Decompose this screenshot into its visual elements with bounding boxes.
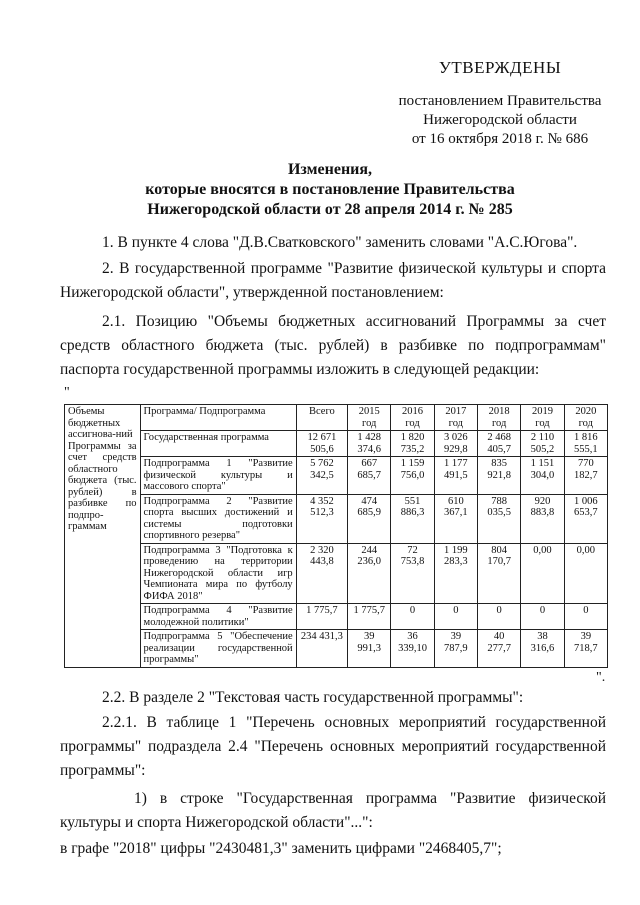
lead-cell: Объемы бюджетных ассигнова-ний Программы за счет средств областного бюджета (тыс. рублей) в разбивке по подпро-граммам [65, 405, 141, 668]
table-header-row [65, 405, 608, 431]
value-cell: 1 199 283,3 [434, 543, 477, 604]
header-cell: Программа/ Подпрограмма [140, 405, 296, 431]
value-cell: 1 006 653,7 [564, 494, 607, 543]
program-cell: Подпрограмма 4 "Развитие молодежной политики" [140, 604, 296, 630]
header-cell: 2018 год [478, 405, 521, 431]
header-cell: 2017 год [434, 405, 477, 431]
program-cell: Подпрограмма 3 "Подготовка к проведению на территории Нижегородской области игр Чемпионата мира по футболу ФИФА 2018" [140, 543, 296, 604]
value-cell: 1 151 304,0 [521, 457, 564, 495]
value-cell: 0,00 [564, 543, 607, 604]
budget-table [64, 404, 608, 668]
value-cell: 0 [521, 604, 564, 630]
value-cell: 39 718,7 [564, 630, 607, 668]
table-row [65, 431, 608, 457]
table-row [65, 494, 608, 543]
approval-stamp [390, 58, 610, 149]
header-cell: 2019 год [521, 405, 564, 431]
header-cell: 2015 год [348, 405, 391, 431]
program-cell: Подпрограмма 1 "Развитие физической культуры и массового спорта" [140, 457, 296, 495]
value-cell: 2 468 405,7 [478, 431, 521, 457]
value-cell: 12 671 505,6 [296, 431, 347, 457]
value-cell: 1 820 735,2 [391, 431, 434, 457]
paragraph-2-2-1: 2.2.1. В таблице 1 "Перечень основных мероприятий государственной программы" подраздела 2.4 "Перечень основных мероприятий государственной программы": [60, 714, 606, 779]
approved-line: постановлением Правительства [398, 93, 602, 109]
paragraph-2-1: 2.1. Позицию "Объемы бюджетных ассигнований Программы за счет средств областного бюджета (тыс. рублей) в разбивке по подпрограммам" паспорта государственной программы изложить в следующей редакции: [60, 313, 606, 378]
value-cell: 0 [478, 604, 521, 630]
header-cell: 2020 год [564, 405, 607, 431]
value-cell: 1 816 555,1 [564, 431, 607, 457]
paragraph-1: 1. В пункте 4 слова "Д.В.Сватковского" заменить словами "А.С.Югова". [102, 234, 578, 251]
value-cell: 610 367,1 [434, 494, 477, 543]
value-cell: 551 886,3 [391, 494, 434, 543]
value-cell: 0 [564, 604, 607, 630]
value-cell: 474 685,9 [348, 494, 391, 543]
quote-close-mark: ". [596, 670, 606, 685]
approved-line: от 16 октября 2018 г. № 686 [411, 131, 589, 147]
program-cell: Государственная программа [140, 431, 296, 457]
value-cell: 36 339,10 [391, 630, 434, 668]
document-title [60, 160, 600, 220]
paragraph-item-1: 1) в строке "Государственная программа "Развитие физической культуры и спорта Нижегородской области"...": [60, 790, 606, 831]
value-cell: 1 775,7 [296, 604, 347, 630]
title-line: Изменения, [287, 161, 373, 178]
value-cell: 72 753,8 [391, 543, 434, 604]
value-cell: 770 182,7 [564, 457, 607, 495]
paragraph-2-2: 2.2. В разделе 2 "Текстовая часть государственной программы": [102, 689, 524, 706]
paragraph-2: 2. В государственной программе "Развитие физической культуры и спорта Нижегородской области", утвержденной постановлением: [60, 260, 606, 301]
paragraph-replace: в графе "2018" цифры "2430481,3" заменить цифрами "2468405,7"; [60, 840, 502, 857]
title-line: которые вносятся в постановление Правительства [145, 181, 515, 198]
table-row [65, 543, 608, 604]
program-cell: Подпрограмма 5 "Обеспечение реализации государственной программы" [140, 630, 296, 668]
approved-line: Нижегородской области [423, 112, 577, 128]
value-cell: 0,00 [521, 543, 564, 604]
approved-heading: УТВЕРЖДЕНЫ [438, 58, 562, 77]
quote-open-mark: " [64, 385, 70, 400]
value-cell: 2 320 443,8 [296, 543, 347, 604]
value-cell: 39 991,3 [348, 630, 391, 668]
value-cell: 0 [434, 604, 477, 630]
value-cell: 3 026 929,8 [434, 431, 477, 457]
value-cell: 835 921,8 [478, 457, 521, 495]
value-cell: 804 170,7 [478, 543, 521, 604]
header-cell: Всего [296, 405, 347, 431]
value-cell: 667 685,7 [348, 457, 391, 495]
value-cell: 1 428 374,6 [348, 431, 391, 457]
header-cell: 2016 год [391, 405, 434, 431]
program-cell: Подпрограмма 2 "Развитие спорта высших достижений и системы подготовки спортивного резерва" [140, 494, 296, 543]
value-cell: 1 159 756,0 [391, 457, 434, 495]
value-cell: 40 277,7 [478, 630, 521, 668]
title-line: Нижегородской области от 28 апреля 2014 г. № 285 [147, 201, 513, 218]
value-cell: 4 352 512,3 [296, 494, 347, 543]
value-cell: 38 316,6 [521, 630, 564, 668]
value-cell: 2 110 505,2 [521, 431, 564, 457]
value-cell: 920 883,8 [521, 494, 564, 543]
table-row [65, 630, 608, 668]
value-cell: 39 787,9 [434, 630, 477, 668]
value-cell: 1 177 491,5 [434, 457, 477, 495]
table-row [65, 457, 608, 495]
value-cell: 1 775,7 [348, 604, 391, 630]
value-cell: 788 035,5 [478, 494, 521, 543]
value-cell: 5 762 342,5 [296, 457, 347, 495]
value-cell: 244 236,0 [348, 543, 391, 604]
value-cell: 0 [391, 604, 434, 630]
table-row [65, 604, 608, 630]
value-cell: 234 431,3 [296, 630, 347, 668]
